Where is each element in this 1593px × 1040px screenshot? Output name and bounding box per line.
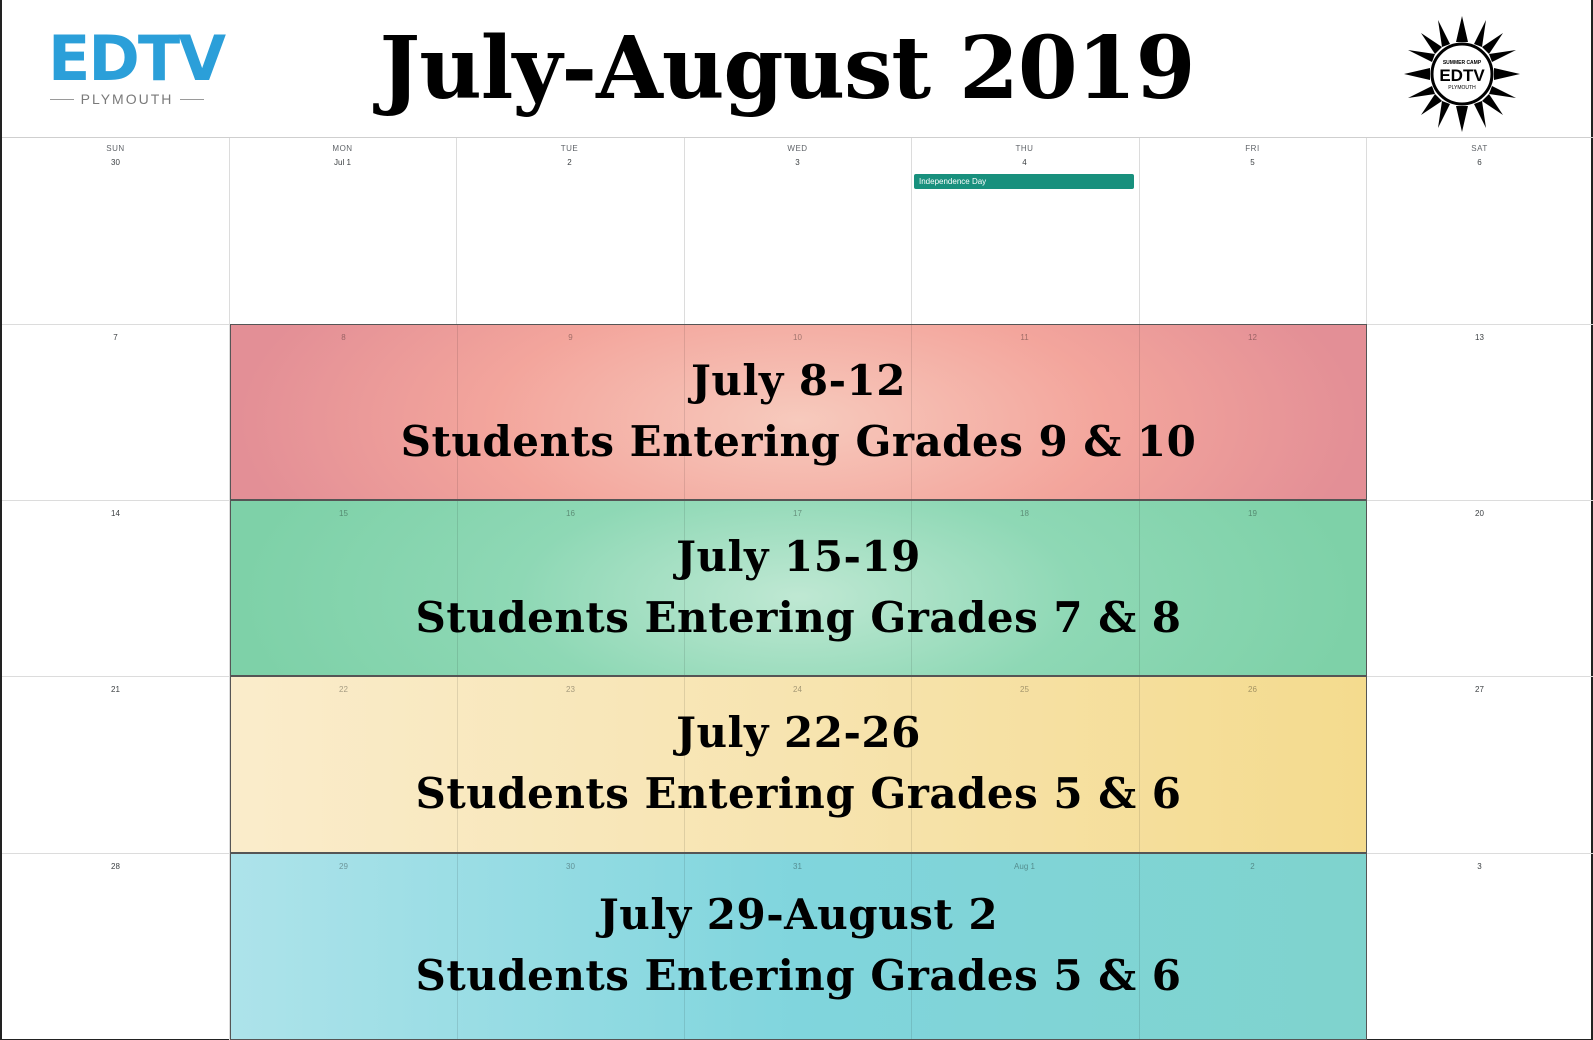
day-cell-number[interactable]: Jul 1 [334,158,351,167]
band-day-divider [1139,325,1140,499]
day-cell-number: 23 [566,685,575,694]
day-cell-number[interactable]: 30 [111,158,120,167]
day-cell-number: 25 [1020,685,1029,694]
day-cell-number: 29 [339,862,348,871]
day-cell-number[interactable]: 14 [111,509,120,518]
session-description: Students Entering Grades 5 & 6 [415,951,1182,1000]
event-independence-day[interactable]: Independence Day [914,174,1134,189]
weekday-mon: MON [332,144,353,153]
day-cell-number: 18 [1020,509,1029,518]
day-cell-number: Aug 1 [1014,862,1035,871]
weekday-fri: FRI [1245,144,1260,153]
session-dates: July 8-12 [691,356,906,405]
band-day-divider [457,501,458,675]
day-cell-number: 31 [793,862,802,871]
day-cell-number[interactable]: 4 [1022,158,1027,167]
day-cell-number: 11 [1020,333,1029,342]
day-cell-number: 2 [1250,862,1255,871]
day-cell-number[interactable]: 3 [795,158,800,167]
session-description: Students Entering Grades 9 & 10 [400,417,1197,466]
day-cell-number[interactable]: 13 [1475,333,1484,342]
session-description: Students Entering Grades 7 & 8 [415,593,1182,642]
day-cell-number[interactable]: 21 [111,685,120,694]
band-day-divider [457,677,458,852]
day-cell-number[interactable]: 3 [1477,862,1482,871]
logo-brand-text: EDTV [48,22,225,95]
day-cell-number[interactable]: 5 [1250,158,1255,167]
band-day-divider [1139,854,1140,1039]
logo-sub-text: PLYMOUTH [80,91,174,107]
band-day-divider [1139,501,1140,675]
band-day-divider [684,677,685,852]
page-title: July-August 2019 [379,18,1195,119]
weekday-sat: SAT [1471,144,1488,153]
day-cell-number[interactable]: 27 [1475,685,1484,694]
day-cell-number[interactable]: 20 [1475,509,1484,518]
band-day-divider [684,501,685,675]
band-day-divider [911,854,912,1039]
day-cell-number[interactable]: 28 [111,862,120,871]
header [2,0,1593,138]
weekday-thu: THU [1015,144,1034,153]
day-cell-number: 19 [1248,509,1257,518]
day-cell-number: 24 [793,685,802,694]
band-day-divider [911,325,912,499]
summer-camp-sun-logo [1402,14,1522,134]
edtv-plymouth-logo [48,22,225,110]
day-cell-number: 16 [566,509,575,518]
band-day-divider [1139,677,1140,852]
camp-session-band[interactable] [230,676,1367,853]
session-description: Students Entering Grades 5 & 6 [415,769,1182,818]
month-grid [2,138,1593,1040]
day-cell-number: 10 [793,333,802,342]
day-cell-number: 9 [568,333,573,342]
band-day-divider [457,854,458,1039]
band-day-divider [911,677,912,852]
weekday-wed: WED [787,144,808,153]
logo-top-text: SUMMER CAMP [1442,60,1482,66]
band-day-divider [684,854,685,1039]
day-cell-number[interactable]: 7 [113,333,118,342]
day-cell-number: 17 [793,509,802,518]
band-day-divider [911,501,912,675]
session-dates: July 29-August 2 [598,890,999,939]
day-cell-number: 12 [1248,333,1257,342]
day-cell-number: 8 [341,333,346,342]
day-cell-number: 15 [339,509,348,518]
band-day-divider [457,325,458,499]
weekday-sun: SUN [106,144,125,153]
logo-sub-text: PLYMOUTH [1448,85,1476,91]
session-dates: July 22-26 [676,708,921,757]
day-cell-number[interactable]: 6 [1477,158,1482,167]
day-cell-number: 22 [339,685,348,694]
session-dates: July 15-19 [676,532,921,581]
day-cell-number: 30 [566,862,575,871]
logo-brand-text: EDTV [1439,66,1485,85]
camp-session-band[interactable] [230,853,1367,1040]
band-day-divider [684,325,685,499]
logo-rule-right [180,99,204,100]
camp-session-band[interactable] [230,324,1367,500]
camp-session-band[interactable] [230,500,1367,676]
day-cell-number: 26 [1248,685,1257,694]
day-cell-number[interactable]: 2 [567,158,572,167]
weekday-tue: TUE [560,144,579,153]
